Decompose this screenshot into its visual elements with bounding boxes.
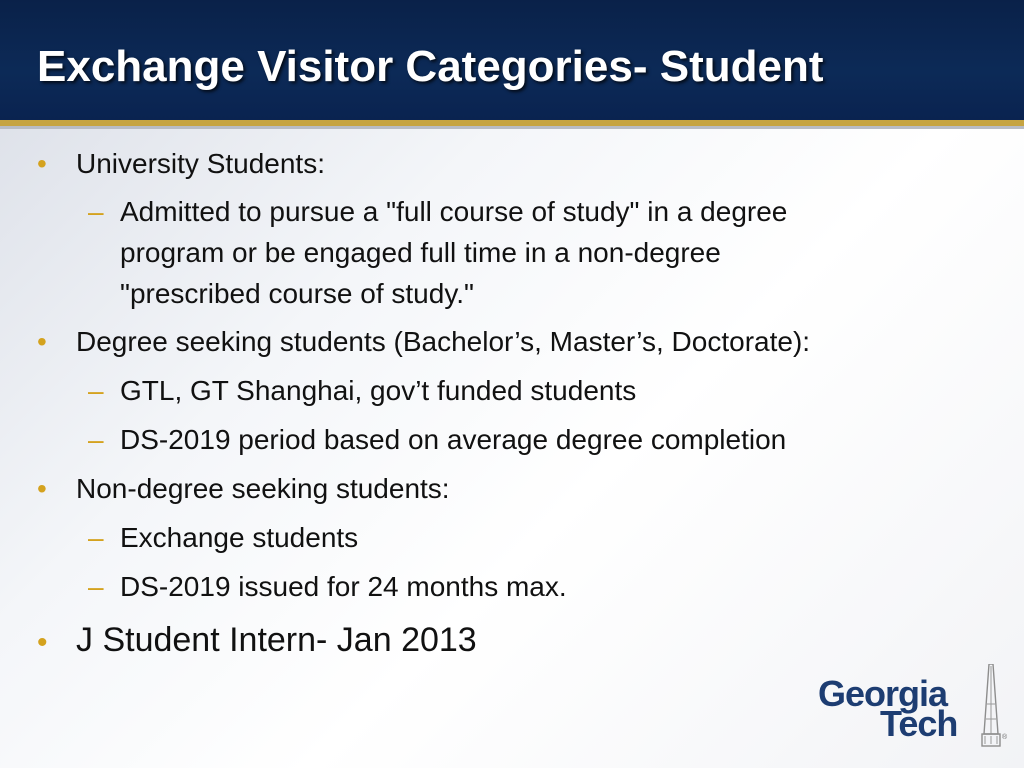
sub-bullet-admitted-line-2: program or be engaged full time in a non-degree [120, 237, 721, 268]
sub-bullet-ds2019-period: DS-2019 period based on average degree completion [120, 424, 787, 455]
bullet-marker: • [37, 148, 47, 179]
gray-divider [0, 126, 1024, 129]
georgia-tech-logo [818, 662, 1008, 752]
sub-bullet-admitted-line-3: "prescribed course of study." [120, 278, 474, 309]
dash-marker: – [88, 571, 104, 602]
title-bar [0, 0, 1024, 120]
slide-title: Exchange Visitor Categories- Student [37, 42, 824, 91]
logo-wordmark-tech: Tech [880, 703, 958, 744]
logo-wordmark-georgia: Georgia [818, 673, 948, 714]
sub-bullet-gtl: GTL, GT Shanghai, gov’t funded students [120, 375, 637, 406]
bullet-non-degree: Non-degree seeking students: [76, 473, 450, 504]
bullet-marker: • [37, 326, 47, 357]
sub-bullet-admitted-line-1: Admitted to pursue a "full course of study" in a degree [120, 196, 788, 227]
dash-marker: – [88, 424, 104, 455]
bullet-university-students: University Students: [76, 148, 325, 179]
bullet-marker: • [37, 473, 47, 504]
dash-marker: – [88, 196, 104, 227]
bullet-marker: • [37, 626, 48, 659]
registered-mark: ® [1002, 734, 1008, 741]
dash-marker: – [88, 522, 104, 553]
dash-marker: – [88, 375, 104, 406]
sub-bullet-exchange-students: Exchange students [120, 522, 359, 553]
bullet-degree-seeking: Degree seeking students (Bachelor’s, Master’s, Doctorate): [76, 326, 811, 357]
sub-bullet-ds2019-issued: DS-2019 issued for 24 months max. [120, 571, 567, 602]
bullet-j-student-intern: J Student Intern- Jan 2013 [76, 621, 477, 659]
